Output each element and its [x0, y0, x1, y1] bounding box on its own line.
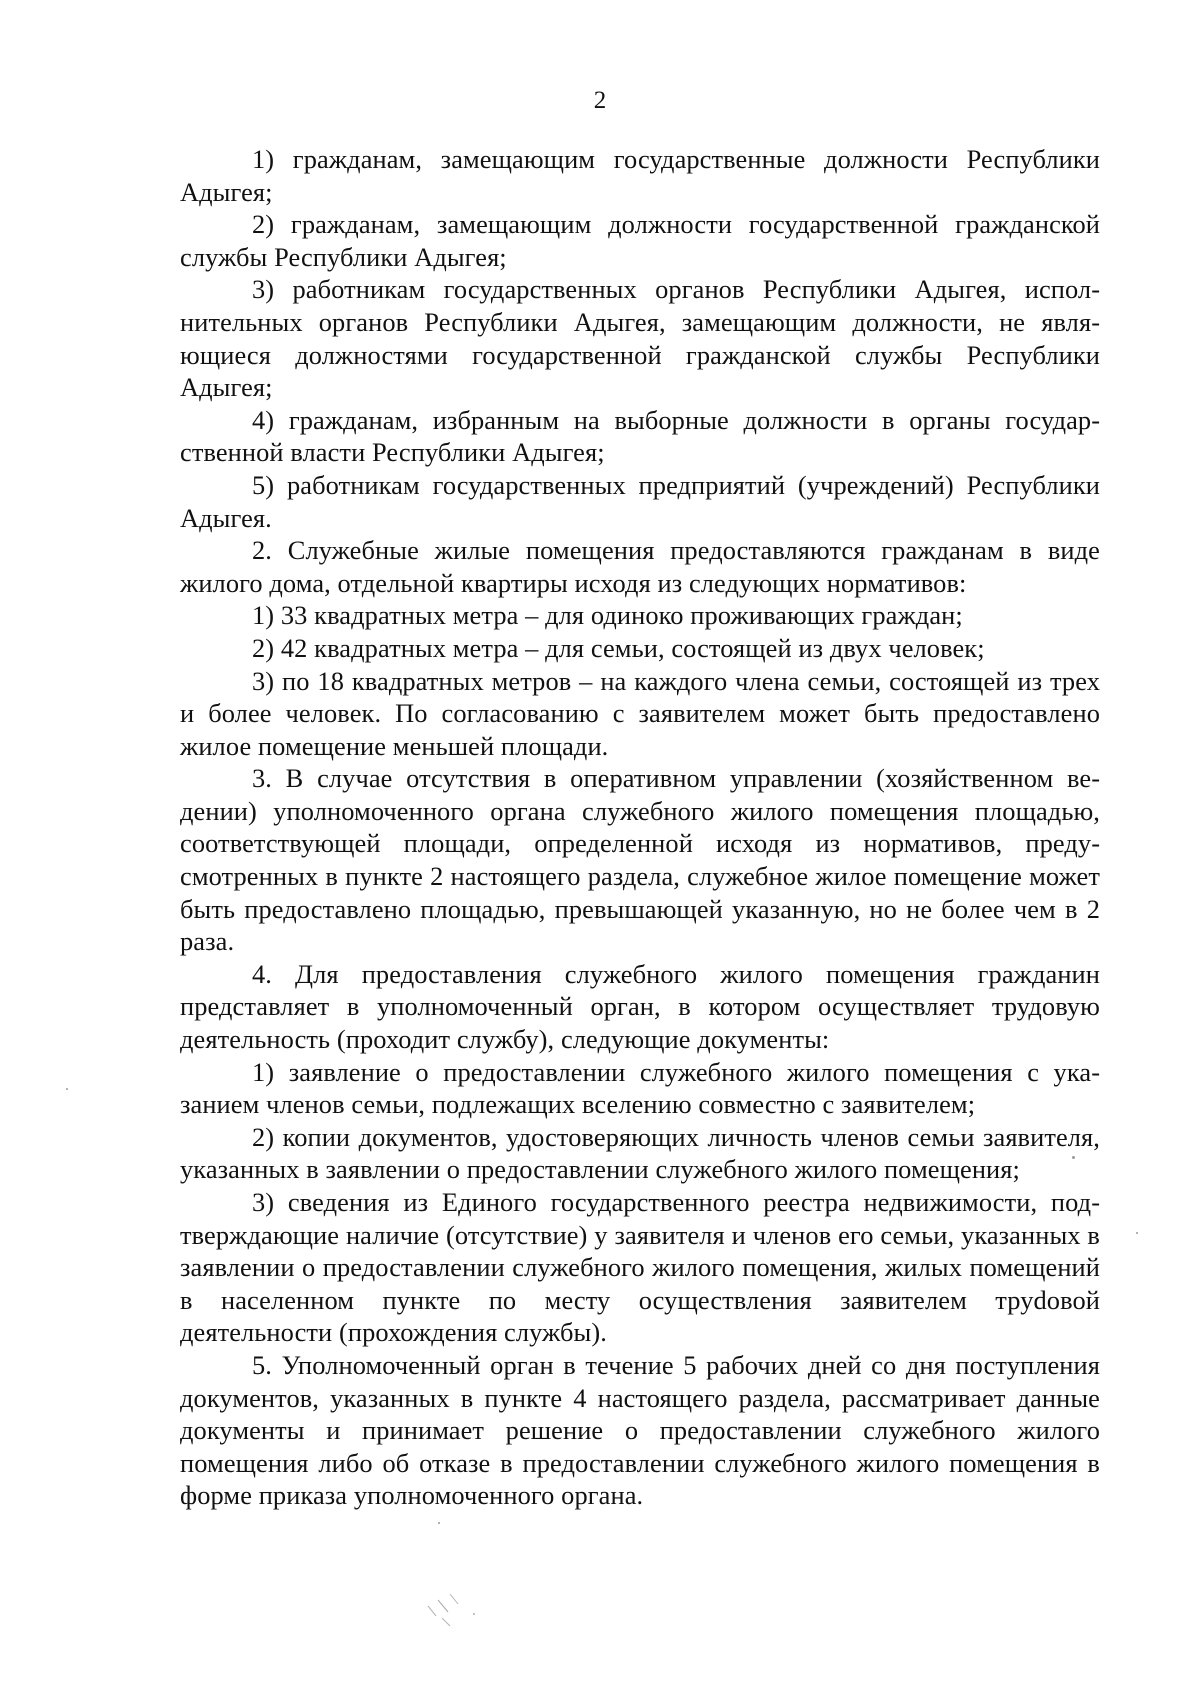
scan-artifact-stroke [428, 1606, 436, 1616]
paragraph-1-5: 5) работникам государственных предприятий (учреждений) Республики Адыгея. [180, 469, 1100, 533]
document-body [180, 143, 1100, 1512]
scan-artifact-stroke [450, 1594, 458, 1604]
paragraph-1-4: 4) гражданам, избранным на выборные должности в органы государственной власти Республики Адыгея; [180, 404, 1100, 468]
scan-artifact-dot [1136, 1232, 1138, 1234]
page-number: 2 [593, 87, 607, 114]
scan-artifact-dot [438, 1522, 440, 1524]
scan-artifact-dot [1072, 1156, 1075, 1159]
paragraph-section-2: 2. Служебные жилые помещения предоставляются гражданам в виде жилого дома, отдельной квартиры исходя из следующих нормативов: [180, 535, 1100, 598]
paragraph-section-4: 4. Для предоставления служебного жилого помещения гражданин представляет в уполномоченный орган, в котором осуществляет трудовую деятельность (проходит службу), следующие документы: [180, 958, 1100, 1055]
paragraph-1-1: 1) гражданам, замещающим государственные должности Республики Адыгея; [180, 144, 1100, 207]
scan-artifact-stroke [442, 1618, 450, 1626]
scan-artifact-stroke [438, 1600, 448, 1612]
scan-artifact-dot [473, 1613, 475, 1615]
paragraph-4-3: 3) сведения из Единого государственного реестра недвижимости, подтверждающие наличие (отсутствие) у заявителя и членов его семьи, указанных в заявлении о предоставлении служебного жилого помещения, жилых помещений в населенном пункте по месту осуществления заявителем труdовой деятельности (прохождения службы). [180, 1187, 1100, 1348]
paragraph-2-3: 3) по 18 квадратных метров – на каждого члена семьи, состоящей из трех и более человек. По согласованию с заявителем может быть предоставлено жилое помещение меньшей площади. [180, 665, 1100, 761]
paragraph-1-2: 2) гражданам, замещающим должности государственной гражданской службы Республики Адыгея; [180, 209, 1100, 272]
scan-artifact-marks [420, 1590, 490, 1630]
paragraph-4-1: 1) заявление о предоставлении служебного жилого помещения с указанием членов семьи, подлежащих вселению совместно с заявителем; [180, 1056, 1100, 1120]
paragraph-section-5: 5. Уполномоченный орган в течение 5 рабочих дней со дня поступления документов, указанных в пункте 4 настоящего раздела, рассматривает данные документы и принимает решение о предоставлении служебного жилого помещения либо об отказе в предоставлении служебного жилого помещения в форме приказа уполномоченного органа. [180, 1349, 1100, 1511]
paragraph-1-3: 3) работникам государственных органов Республики Адыгея, исполнительных органов Республики Адыгея, замещающим должности, не являющиеся должностями государственной гражданской службы Республики Адыгея; [180, 274, 1100, 403]
paragraph-4-2: 2) копии документов, удостоверяющих личность членов семьи заявителя, указанных в заявлении о предоставлении служебного жилого помещения; [180, 1121, 1100, 1185]
paragraph-2-1: 1) 33 квадратных метра – для одиноко проживающих граждан; [252, 600, 963, 631]
paragraph-section-3: 3. В случае отсутствия в оперативном управлении (хозяйственном ведении) уполномоченного органа служебного жилого помещения площадью, соответствующей площади, определенной исходя из нормативов, предусмотренных в пункте 2 настоящего раздела, служебное жилое помещение может быть предоставлено площадью, превышающей указанную, но не более чем в 2 раза. [180, 763, 1100, 957]
scan-artifact-dot [66, 1088, 68, 1090]
paragraph-2-2: 2) 42 квадратных метра – для семьи, состоящей из двух человек; [252, 632, 985, 663]
